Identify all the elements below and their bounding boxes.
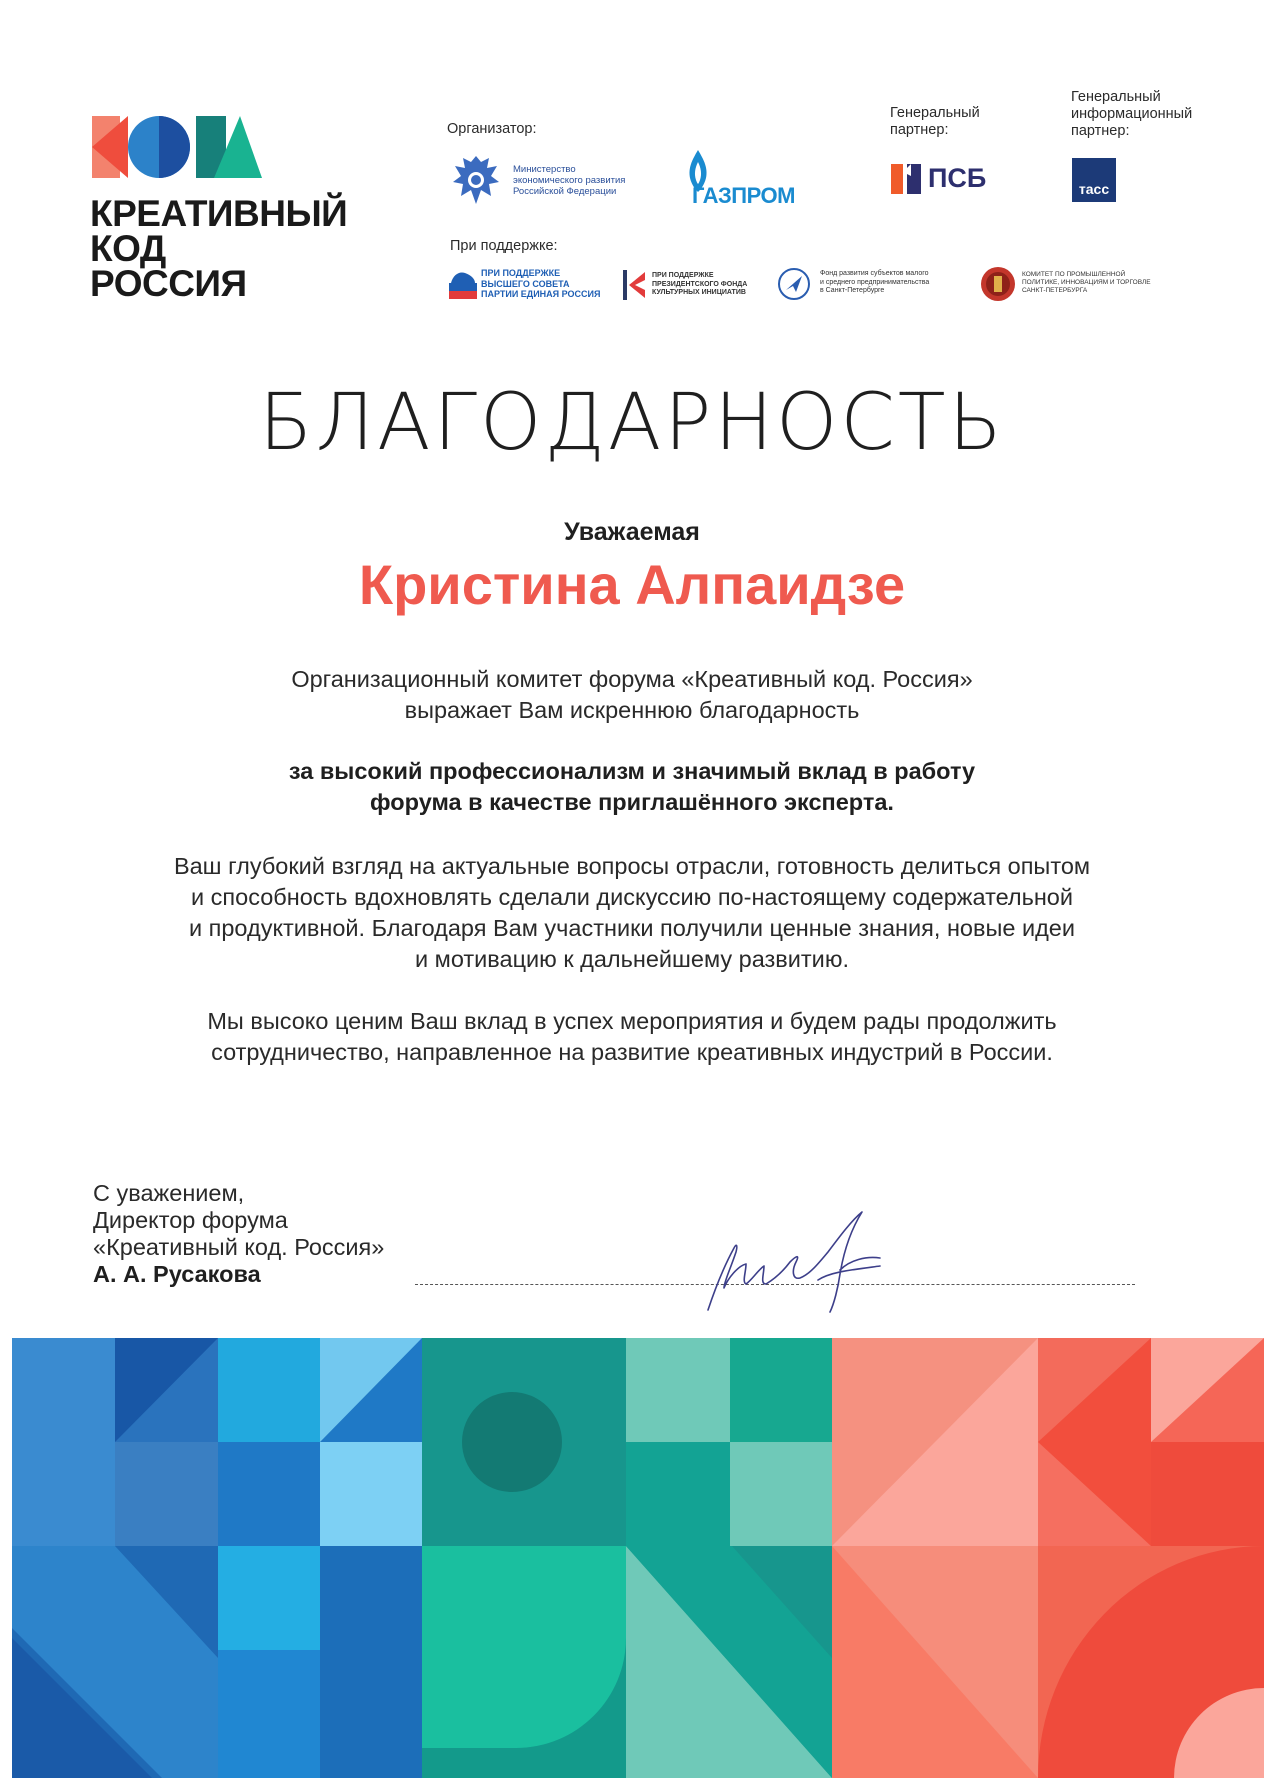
signature-name: А. А. Русакова xyxy=(93,1261,261,1287)
greeting: Уважаемая xyxy=(564,518,700,546)
paragraph-reason: за высокий профессионализм и значимый вклад в работу форума в качестве приглашённого эксперта. xyxy=(288,758,976,815)
gazprom-logo: ГАЗПРОМ xyxy=(692,183,795,208)
certificate-title: БЛАГОДАРНОСТЬ xyxy=(259,378,1005,468)
brand-logo-mark xyxy=(92,116,262,178)
paragraph-closing: Мы высоко ценим Ваш вклад в успех мероприятия и будем рады продолжить сотрудничество, направленное на развитие креативных индустрий в России. xyxy=(207,1008,1057,1065)
spb-committee-emblem-icon xyxy=(980,266,1016,302)
brand-name-line2: КОД xyxy=(90,228,166,269)
ministry-name: Министерство экономического развития Российской Федерации xyxy=(513,164,626,197)
info-partner-label: Генеральный информационный партнер: xyxy=(1071,89,1193,139)
support-partner-sme-fund: Фонд развития субъектов малого и среднего предпринимательства в Санкт-Петербурге xyxy=(820,270,930,294)
brand-name xyxy=(90,193,348,304)
support-partner-spb-committee: КОМИТЕТ ПО ПРОМЫШЛЕННОЙ ПОЛИТИКЕ, ИННОВАЦИЯМ И ТОРГОВЛЕ САНКТ-ПЕТЕРБУРГА xyxy=(1022,271,1151,294)
support-partner-presidential-fund: ПРИ ПОДДЕРЖКЕ ПРЕЗИДЕНТСКОГО ФОНДА КУЛЬТУРНЫХ ИНИЦИАТИВ xyxy=(652,272,748,296)
signature-organization: «Креативный код. Россия» xyxy=(93,1234,385,1260)
general-partner-label: Генеральный партнер: xyxy=(890,105,980,138)
united-russia-bear-icon xyxy=(449,269,477,299)
paragraph-appreciation: Ваш глубокий взгляд на актуальные вопросы отрасли, готовность делиться опытом и способность вдохновлять сделали дискуссию по-настоящему содержательной и продуктивной. Благодаря Вам участники получили ценные знания, новые идеи и мотивацию к дальнейшему развитию. xyxy=(173,853,1091,972)
organizer-label: Организатор: xyxy=(447,121,537,137)
psb-logo: ПСБ xyxy=(928,163,987,193)
recipient-name: Кристина Алпаидзе xyxy=(358,553,906,616)
brand-name-line1: КРЕАТИВНЫЙ xyxy=(90,193,348,234)
psb-icon xyxy=(891,164,921,194)
russian-emblem-icon xyxy=(449,152,503,208)
support-label: При поддержке: xyxy=(450,238,558,254)
sme-fund-icon xyxy=(778,268,810,300)
presidential-fund-icon xyxy=(623,270,647,300)
signature-role: Директор форума xyxy=(93,1207,288,1233)
decorative-geometric-pattern xyxy=(12,1338,1264,1778)
paragraph-committee: Организационный комитет форума «Креативный код. Россия» выражает Вам искреннюю благодарность xyxy=(291,666,973,723)
logo-o-half xyxy=(159,116,190,178)
brand-name-line3: РОССИЯ xyxy=(90,263,247,304)
signature-regards: С уважением, xyxy=(93,1180,245,1206)
signature-block xyxy=(93,1180,384,1288)
support-partner-united-russia: ПРИ ПОДДЕРЖКЕ ВЫСШЕГО СОВЕТА ПАРТИИ ЕДИНАЯ РОССИЯ xyxy=(481,268,601,299)
tass-logo: тасс xyxy=(1072,158,1116,202)
handwritten-signature xyxy=(680,1200,940,1320)
